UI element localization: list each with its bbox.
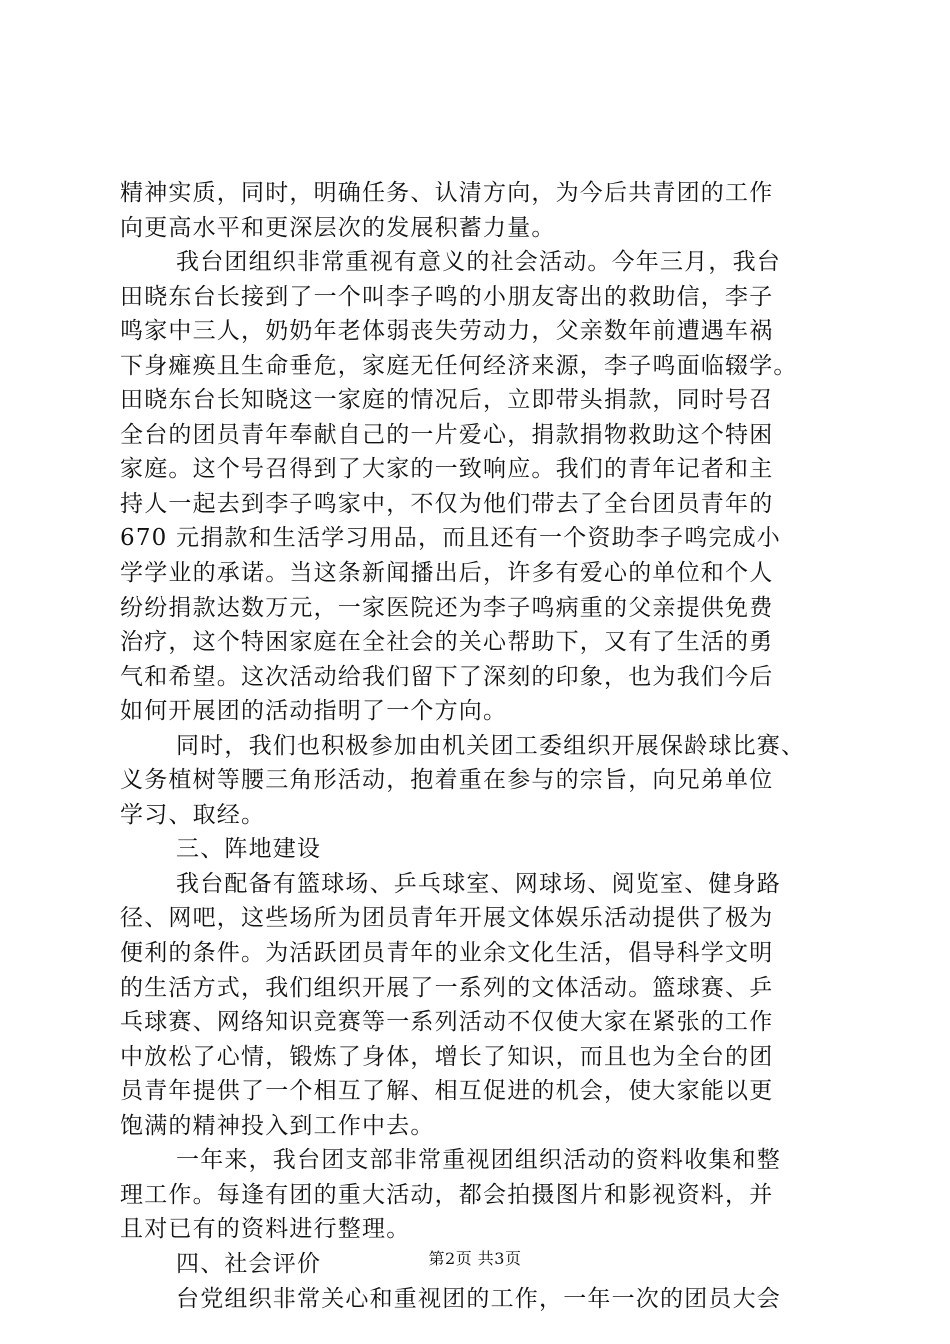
text-line: 全台的团员青年奉献自己的一片爱心，捐款捐物救助这个特困: [120, 421, 774, 448]
text-line: 的生活方式，我们组织开展了一系列的文体活动。篮球赛、乒: [120, 974, 774, 1001]
text-line: 乓球赛、网络知识竞赛等一系列活动不仅使大家在紧张的工作: [120, 1009, 774, 1036]
text-line: 670 元捐款和生活学习用品，而且还有一个资助李子鸣完成小: [120, 525, 782, 552]
section-heading: 四、社会评价: [176, 1250, 322, 1277]
text-line: 且对已有的资料进行整理。: [120, 1216, 411, 1243]
text-line: 理工作。每逢有团的重大活动，都会拍摄图片和影视资料，并: [120, 1181, 774, 1208]
text-line: 治疗，这个特困家庭在全社会的关心帮助下，又有了生活的勇: [120, 629, 774, 656]
text-line: 田晓东台长知晓这一家庭的情况后，立即带头捐款，同时号召: [120, 387, 774, 414]
text-line: 学习、取经。: [120, 801, 266, 828]
text-line: 中放松了心情，锻炼了身体，增长了知识，而且也为全台的团: [120, 1043, 774, 1070]
paragraph-start-line: 一年来，我台团支部非常重视团组织活动的资料收集和整: [176, 1147, 781, 1174]
text-line: 下身瘫痪且生命垂危，家庭无任何经济来源，李子鸣面临辍学。: [120, 352, 798, 379]
text-line: 饱满的精神投入到工作中去。: [120, 1112, 435, 1139]
text-line: 学学业的承诺。当这条新闻播出后，许多有爱心的单位和个人: [120, 560, 774, 587]
text-line: 鸣家中三人，奶奶年老体弱丧失劳动力，父亲数年前遭遇车祸: [120, 318, 774, 345]
paragraph-start-line: 同时，我们也积极参加由机关团工委组织开展保龄球比赛、: [176, 732, 806, 759]
text-line: 田晓东台长接到了一个叫李子鸣的小朋友寄出的救助信，李子: [120, 283, 774, 310]
paragraph-start-line: 我台配备有篮球场、乒乓球室、网球场、阅览室、健身路: [176, 870, 781, 897]
text-line: 气和希望。这次活动给我们留下了深刻的印象，也为我们今后: [120, 663, 774, 690]
section-heading: 三、阵地建设: [176, 836, 322, 863]
text-line: 员青年提供了一个相互了解、相互促进的机会，使大家能以更: [120, 1078, 774, 1105]
text-line: 精神实质，同时，明确任务、认清方向，为今后共青团的工作: [120, 180, 774, 206]
paragraph-start-line: 我台团组织非常重视有意义的社会活动。今年三月，我台: [176, 249, 781, 276]
text-line: 义务植树等腰三角形活动，抱着重在参与的宗旨，向兄弟单位: [120, 767, 774, 794]
text-line: 持人一起去到李子鸣家中，不仅为他们带去了全台团员青年的: [120, 490, 774, 517]
text-line: 便利的条件。为活跃团员青年的业余文化生活，倡导科学文明: [120, 940, 774, 967]
page-number-footer: 第2页 共3页: [428, 1249, 522, 1268]
text-line: 向更高水平和更深层次的发展积蓄力量。: [120, 214, 556, 241]
paragraph-start-line: 台党组织非常关心和重视团的工作，一年一次的团员大会: [176, 1285, 781, 1312]
text-line: 家庭。这个号召得到了大家的一致响应。我们的青年记者和主: [120, 456, 774, 483]
text-line: 纷纷捐款达数万元，一家医院还为李子鸣病重的父亲提供免费: [120, 594, 774, 621]
text-line: 径、网吧，这些场所为团员青年开展文体娱乐活动提供了极为: [120, 905, 774, 932]
document-body: [120, 176, 840, 1316]
text-line: 如何开展团的活动指明了一个方向。: [120, 698, 508, 725]
